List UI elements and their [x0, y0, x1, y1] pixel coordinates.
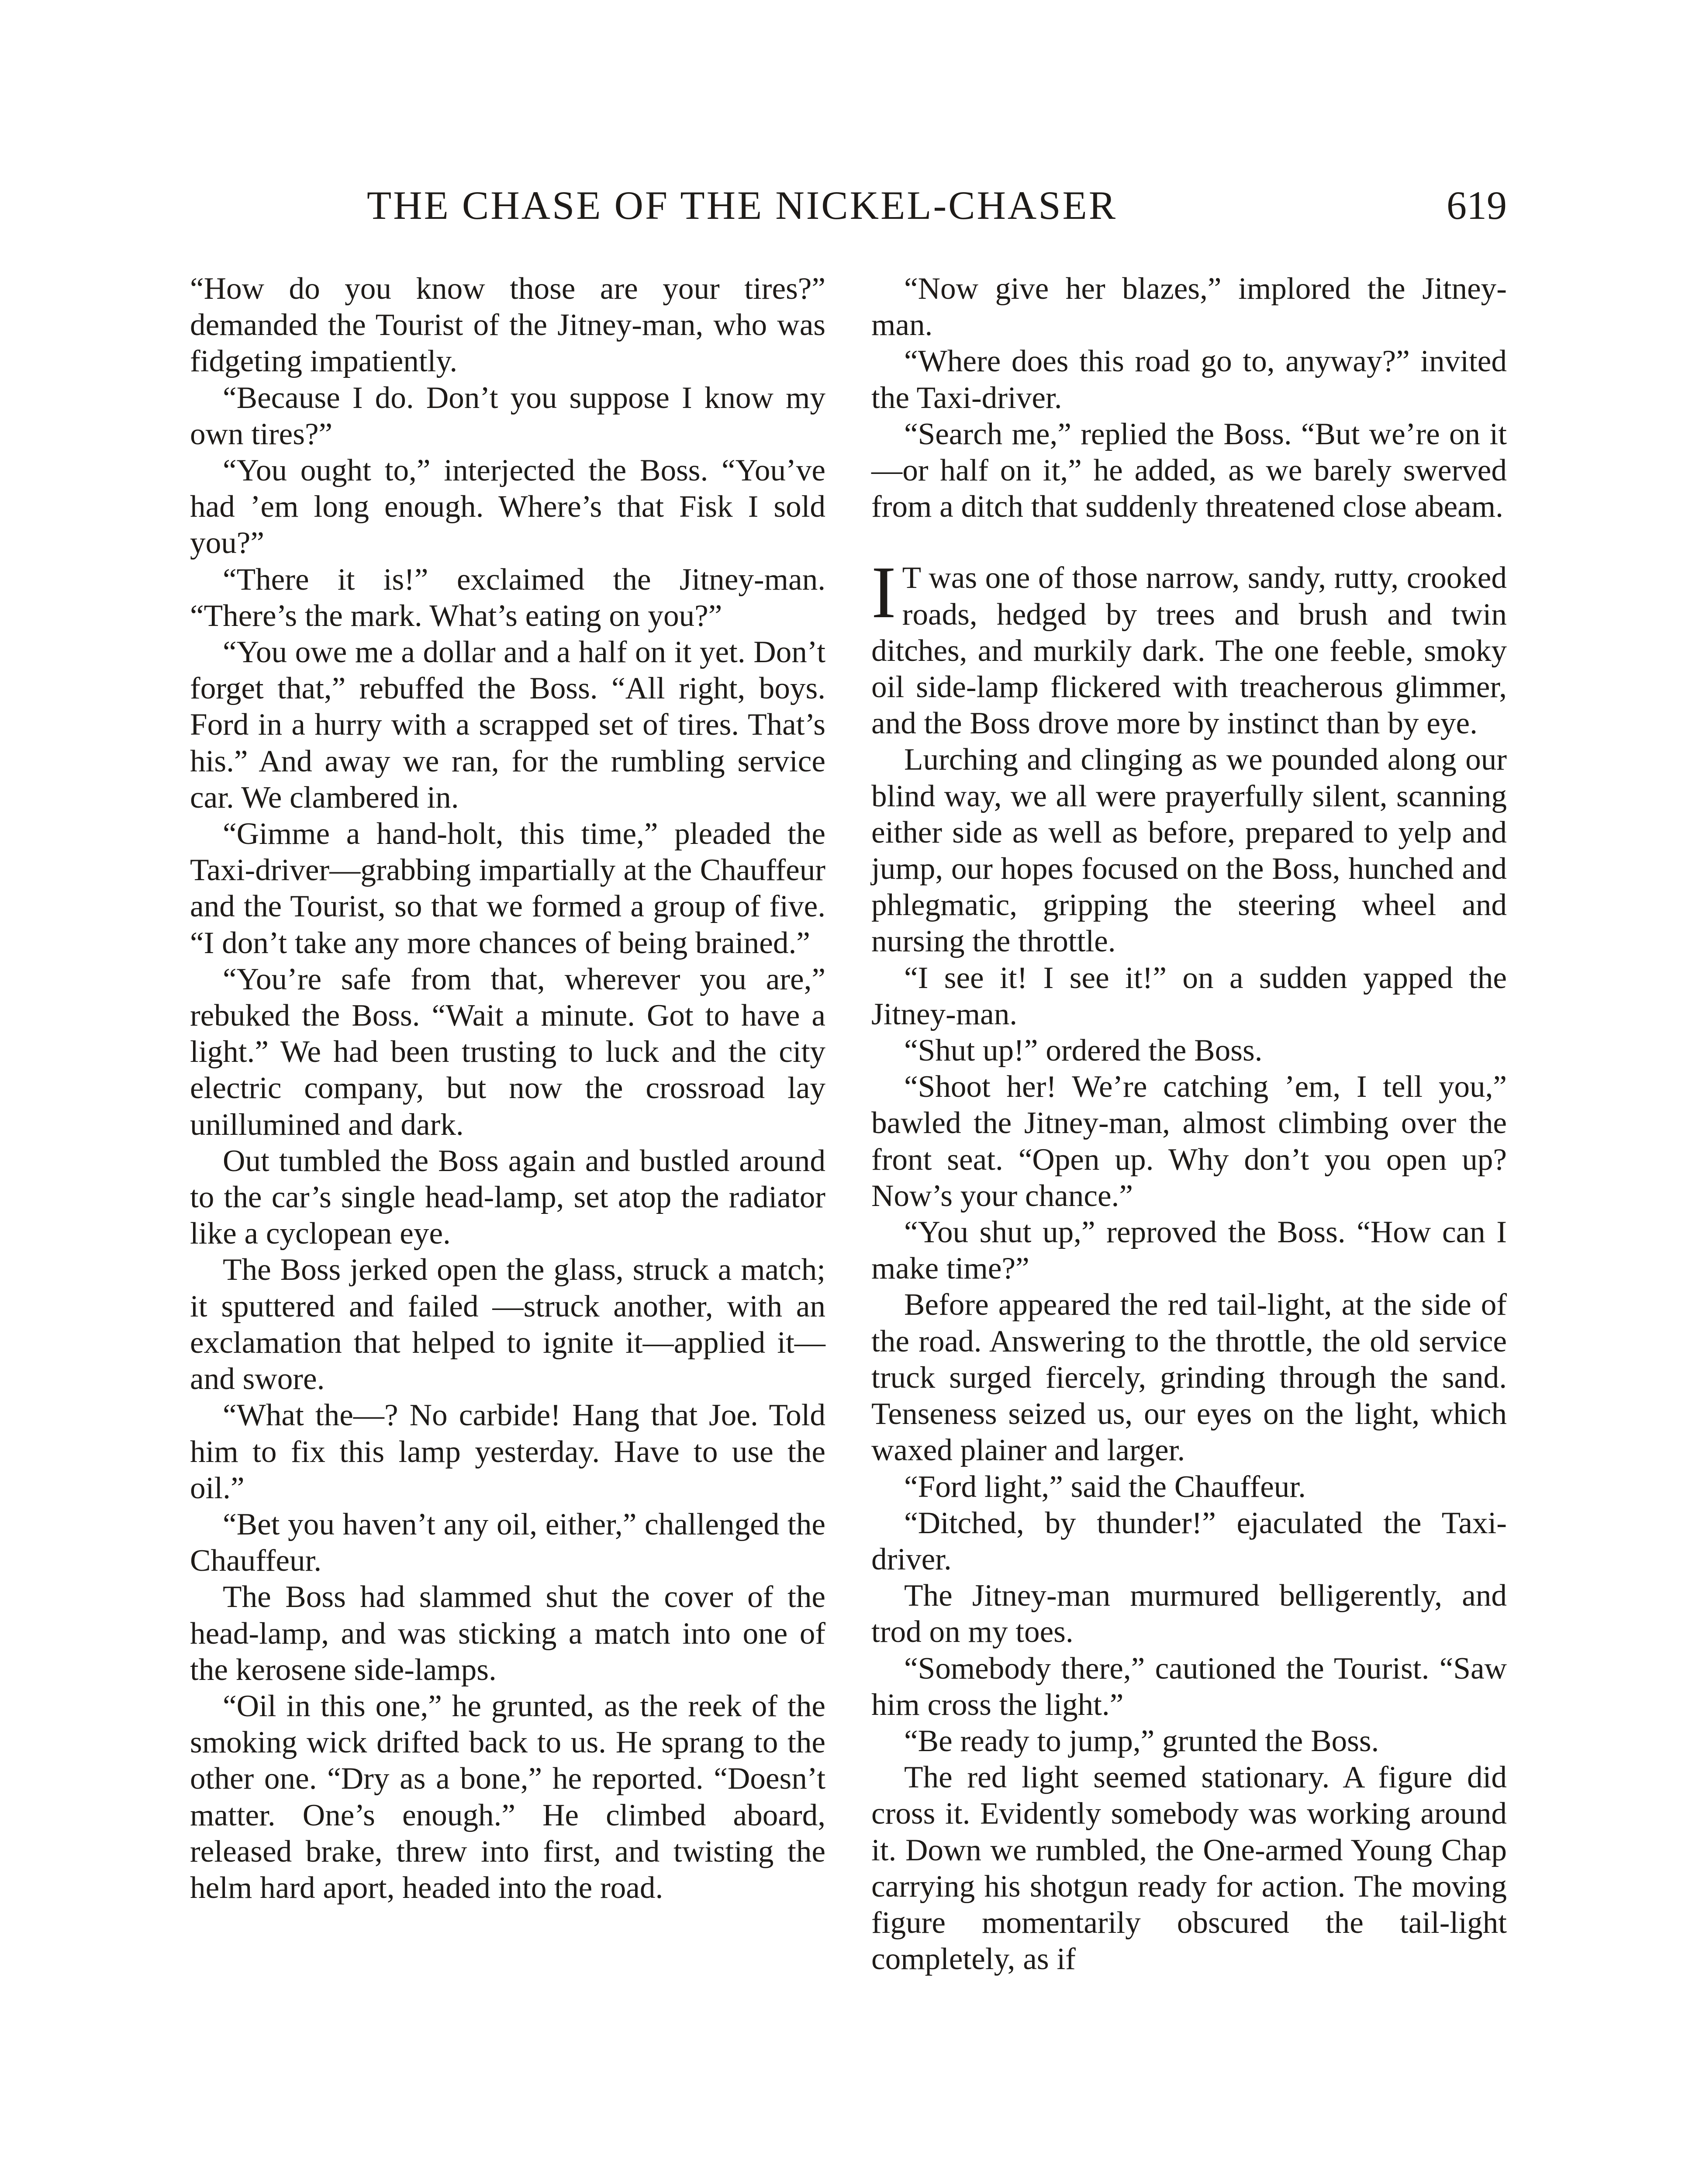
- page-number: 619: [1447, 183, 1507, 228]
- paragraph: “Ditched, by thunder!” ejaculated the Taxi-driver.: [871, 1506, 1507, 1576]
- paragraph: The red light seemed stationary. A figure did cross it. Evidently somebody was working around it. Down we rumbled, the One-armed Young Chap carrying his shotgun ready for action. The moving figure momentarily obscured the tail-light completely, as if: [871, 1760, 1507, 1977]
- paragraph: “You’re safe from that, wherever you are,” rebuked the Boss. “Wait a minute. Got to have a light.” We had been trusting to luck and the city electric company, but now the crossroad lay unillumined and dark.: [190, 962, 825, 1142]
- right-column: [871, 271, 1507, 1977]
- drop-cap: I: [871, 551, 896, 634]
- paragraph: “Gimme a hand-holt, this time,” pleaded the Taxi-driver—grabbing impartially at the Chauffeur and the Tourist, so that we formed a group of five. “I don’t take any more chances of being brained.”: [190, 817, 825, 960]
- paragraph: “You ought to,” interjected the Boss. “You’ve had ’em long enough. Where’s that Fisk I sold you?”: [190, 453, 825, 560]
- running-header: [186, 179, 1507, 232]
- paragraph: The Boss had slammed shut the cover of the head-lamp, and was sticking a match into one of the kerosene side-lamps.: [190, 1580, 825, 1687]
- paragraph: Before appeared the red tail-light, at the side of the road. Answering to the throttle, the old service truck surged fiercely, grinding through the sand. Tenseness seized us, our eyes on the light, which waxed plainer and larger.: [871, 1288, 1507, 1468]
- paragraph: The Boss jerked open the glass, struck a match; it sputtered and failed —struck another, with an exclamation that helped to ignite it—applied it—and swore.: [190, 1253, 825, 1396]
- paragraph: “Where does this road go to, anyway?” invited the Taxi-driver.: [871, 344, 1507, 415]
- paragraph: “Shut up!” ordered the Boss.: [904, 1033, 1263, 1068]
- paragraph: “Shoot her! We’re catching ’em, I tell you,” bawled the Jitney-man, almost climbing over the front seat. “Open up. Why don’t you open up? Now’s your chance.”: [871, 1070, 1507, 1213]
- paragraph: “There it is!” exclaimed the Jitney-man. “There’s the mark. What’s eating on you?”: [190, 562, 825, 633]
- paragraph: “Ford light,” said the Chauffeur.: [904, 1469, 1306, 1504]
- paragraph: “Because I do. Don’t you suppose I know my own tires?”: [190, 380, 825, 451]
- paragraph: “How do you know those are your tires?” demanded the Tourist of the Jitney-man, who was fidgeting impatiently.: [190, 272, 825, 379]
- paragraph: “What the—? No carbide! Hang that Joe. Told him to fix this lamp yesterday. Have to use the oil.”: [190, 1398, 825, 1505]
- paragraph: “You owe me a dollar and a half on it yet. Don’t forget that,” rebuffed the Boss. “All right, boys. Ford in a hurry with a scrapped set of tires. That’s his.” And away we ran, for the rumbling service car. We clambered in.: [190, 635, 825, 815]
- paragraph: Lurching and clinging as we pounded along our blind way, we all were prayerfully silent, scanning either side as well as before, prepared to yelp and jump, our hopes focused on the Boss, hunched and phlegmatic, gripping the steering wheel and nursing the throttle.: [871, 743, 1507, 959]
- paragraph: “Search me,” replied the Boss. “But we’re on it—or half on it,” he added, as we barely swerved from a ditch that suddenly threatened close abeam.: [871, 417, 1507, 524]
- paragraph: The Jitney-man murmured belligerently, and trod on my toes.: [871, 1579, 1507, 1649]
- section-opening-text: T was one of those narrow, sandy, rutty, crooked roads, hedged by trees and brush and twin ditches, and murkily dark. The one feeble, smoky oil side-lamp flickered with treacherous glimmer, and the Boss drove more by instinct than by eye.: [871, 561, 1507, 741]
- paragraph: “Be ready to jump,” grunted the Boss.: [904, 1724, 1379, 1758]
- paragraph: “You shut up,” reproved the Boss. “How can I make time?”: [871, 1215, 1507, 1286]
- paragraph: “Somebody there,” cautioned the Tourist. “Saw him cross the light.”: [871, 1651, 1507, 1722]
- section-opening-paragraph: [871, 551, 1507, 742]
- running-title: THE CHASE OF THE NICKEL-CHASER: [367, 183, 1118, 228]
- left-column: [190, 271, 825, 1906]
- paragraph: Out tumbled the Boss again and bustled around to the car’s single head-lamp, set atop the radiator like a cyclopean eye.: [190, 1144, 825, 1251]
- paragraph: “Bet you haven’t any oil, either,” challenged the Chauffeur.: [190, 1507, 825, 1578]
- paragraph: “Now give her blazes,” implored the Jitney-man.: [871, 272, 1507, 342]
- paragraph: “I see it! I see it!” on a sudden yapped the Jitney-man.: [871, 961, 1507, 1031]
- paragraph: “Oil in this one,” he grunted, as the reek of the smoking wick drifted back to us. He sprang to the other one. “Dry as a bone,” he reported. “Doesn’t matter. One’s enough.” He climbed aboard, released brake, threw into first, and twisting the helm hard aport, headed into the road.: [190, 1689, 825, 1905]
